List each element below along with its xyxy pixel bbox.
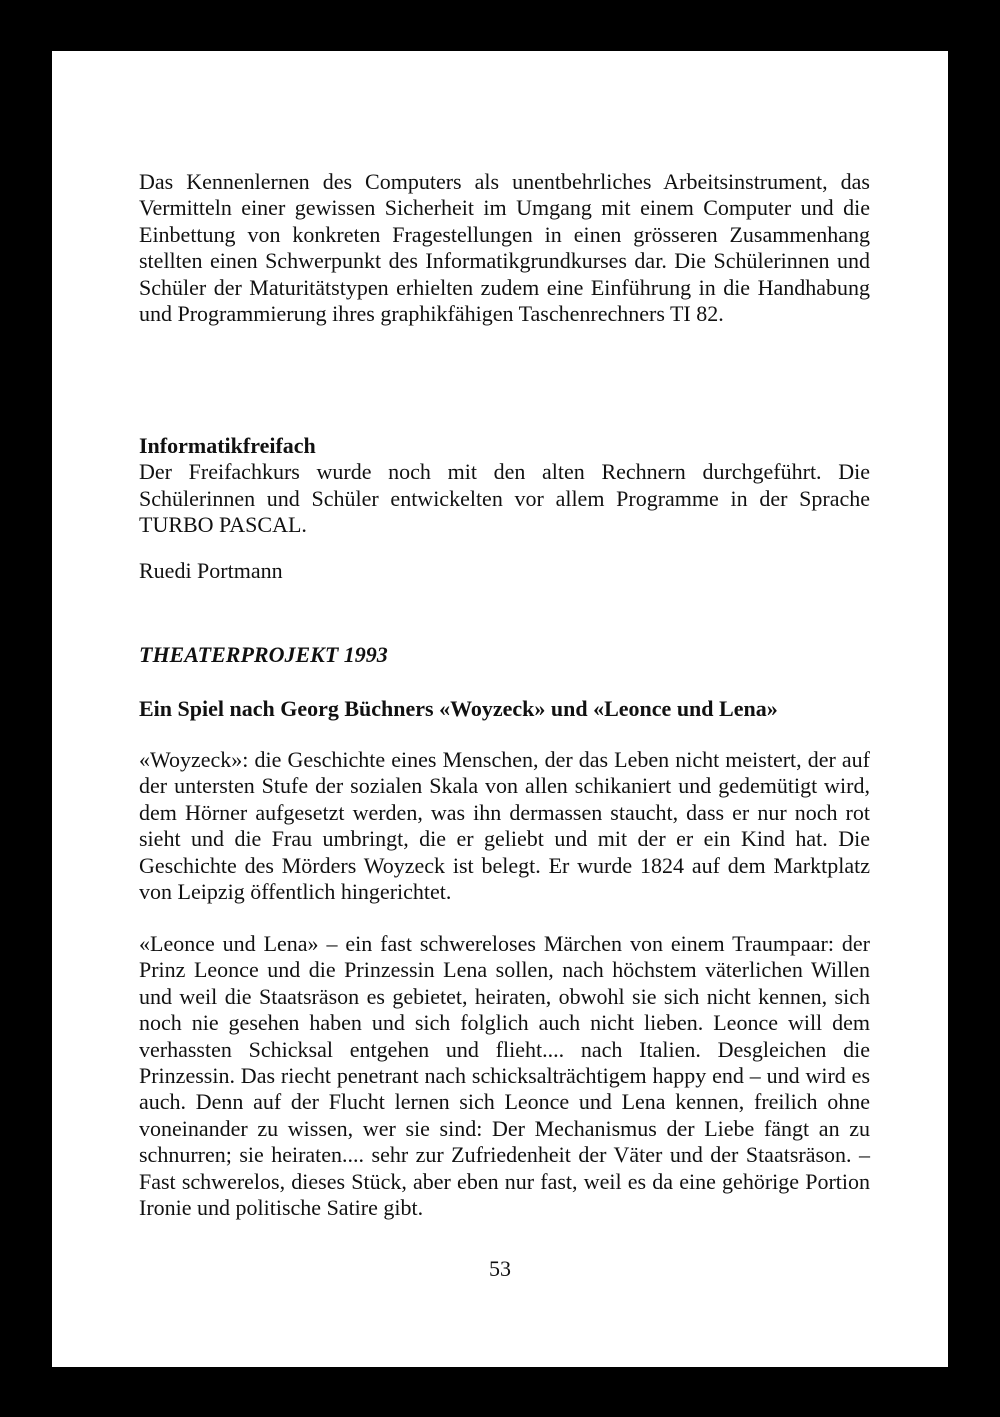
signature-block bbox=[139, 558, 870, 584]
intro-paragraph: Das Kennenlernen des Computers als unentbehrliches Arbeitsinstrument, das Vermitteln einer gewissen Sicherheit im Umgang mit einem Computer und die Einbettung von konkreten Fragestellungen in einen grösseren Zusammenhang stellten einen Schwerpunkt des Informatikgrundkurses dar. Die Schülerinnen und Schüler der Maturitätstypen erhielten zudem eine Einführung in die Handhabung und Programmierung ihres graphikfähigen Taschenrechners TI 82. bbox=[139, 169, 870, 327]
freifach-heading: Informatikfreifach bbox=[139, 433, 316, 458]
page-number: 53 bbox=[489, 1256, 511, 1281]
theater-title-block bbox=[139, 642, 870, 668]
leonce-paragraph: «Leonce und Lena» – ein fast schwereloses Märchen von einem Traumpaar: der Prinz Leonce und die Prinzessin Lena sollen, nach höchstem väterlichen Willen und weil die Staatsräson es gebietet, heiraten, obwohl sie sich nicht kennen, sich noch nie gesehen haben und sich folglich auch nicht lieben. Leonce will dem verhassten Schicksal entgehen und flieht.... nach Italien. Desgleichen die Prinzessin. Das riecht penetrant nach schicksalträchtigem happy end – und wird es auch. Denn auf der Flucht lernen sich Leonce und Lena kennen, freilich ohne voneinander zu wissen, wer sie sind: Der Mechanismus der Liebe fängt an zu schnurren; sie heiraten.... sehr zur Zufriedenheit der Väter und der Staatsräson. – Fast schwerelos, dieses Stück, aber eben nur fast, weil es da eine gehörige Portion Ironie und politische Satire gibt. bbox=[139, 931, 870, 1221]
theater-subtitle-block bbox=[139, 696, 870, 722]
leonce-section bbox=[139, 931, 870, 1221]
intro-section bbox=[139, 169, 870, 327]
woyzeck-section bbox=[139, 747, 870, 905]
freifach-paragraph: Der Freifachkurs wurde noch mit den alten Rechnern durchgeführt. Die Schülerinnen und Schüler entwickelten vor allem Programme in der Sprache TURBO PASCAL. bbox=[139, 459, 870, 538]
section-title: THEATERPROJEKT 1993 bbox=[139, 642, 388, 667]
author-signature: Ruedi Portmann bbox=[139, 558, 283, 583]
woyzeck-paragraph: «Woyzeck»: die Geschichte eines Menschen, der das Leben nicht meistert, der auf der untersten Stufe der sozialen Skala von allen schikaniert und gedemütigt wird, dem Hörner aufgesetzt werden, was ihn dermassen staucht, dass er nur noch rot sieht und die Frau umbringt, die er geliebt und mit der er ein Kind hat. Die Geschichte des Mörders Woyzeck ist belegt. Er wurde 1824 auf dem Marktplatz von Leipzig öffentlich hingerichtet. bbox=[139, 747, 870, 905]
document-page bbox=[52, 51, 948, 1367]
section-subtitle: Ein Spiel nach Georg Büchners «Woyzeck» und «Leonce und Lena» bbox=[139, 696, 778, 721]
freifach-section bbox=[139, 433, 870, 539]
